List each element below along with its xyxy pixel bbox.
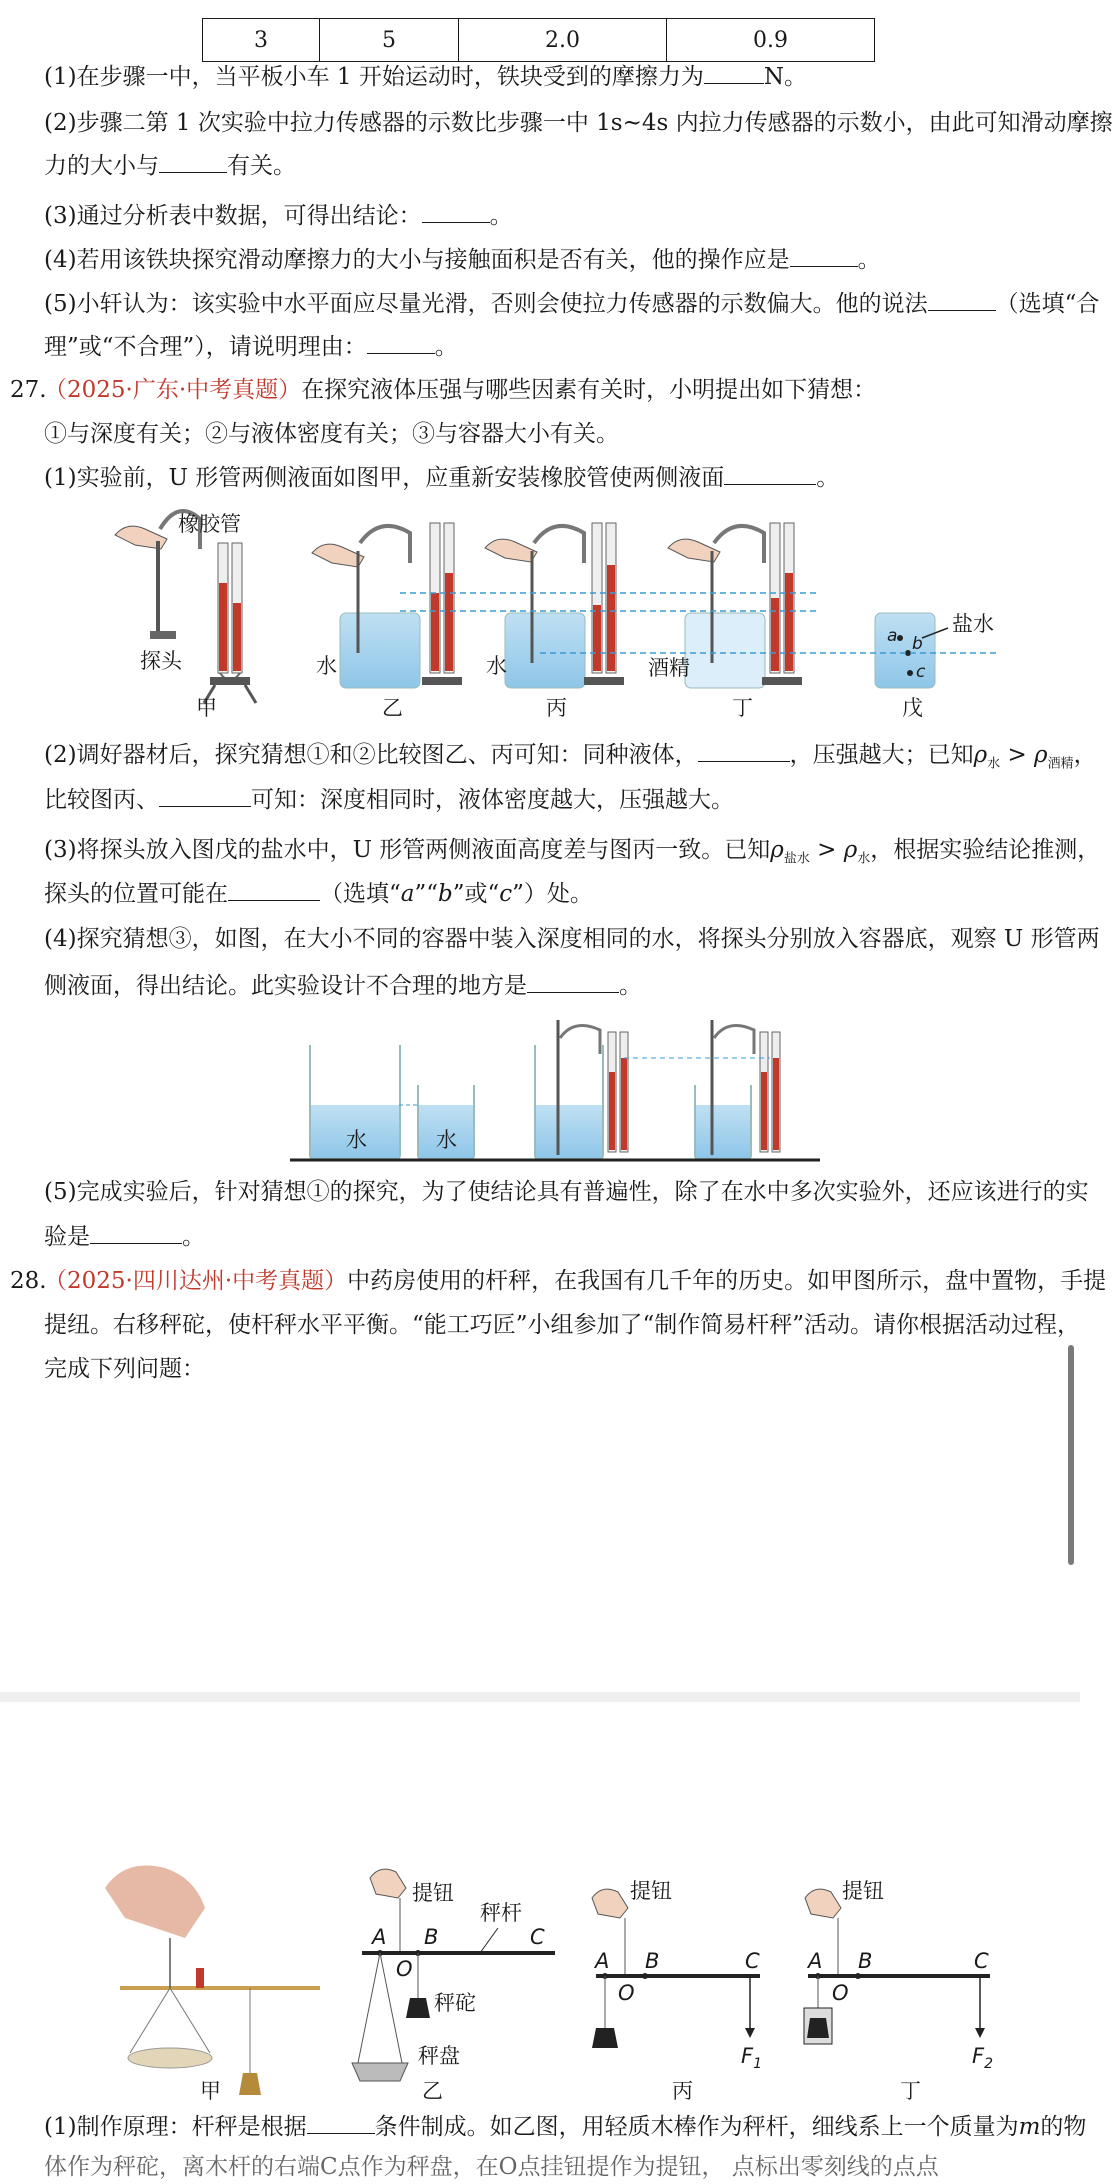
point-B: B (424, 1925, 439, 1949)
caption-yi: 乙 (422, 2079, 443, 2103)
force-F2: $F_2$ (972, 2044, 994, 2072)
answer-blank[interactable] (90, 1221, 182, 1244)
q28-part1-cut: 体作为秤砣，离木杆的右端C点作为秤盘，在O点挂钮提作为提钮， 点标出零刻线的点点 (44, 2154, 939, 2180)
answer-blank[interactable] (422, 200, 490, 223)
q27-part4: (4)探究猜想③，如图，在大小不同的容器中装入深度相同的水，将探头分别放入容器底，观察 U 形管两 (44, 926, 1100, 952)
table-cell: 0.9 (667, 19, 875, 62)
question-number: 27. (10, 377, 47, 403)
q26-part2: (2)步骤二第 1 次实验中拉力传感器的示数比步骤一中 1s~4s 内拉力传感器的示数小，由此可知滑动摩擦 (44, 110, 1113, 136)
q27-part4-cont: 侧液面，得出结论。此实验设计不合理的地方是 。 (44, 969, 1066, 1003)
page-divider (0, 1692, 1080, 1702)
q26-part5-cont: 理”或“不合理”），请说明理由： 。 (44, 330, 1066, 364)
point-C: C (974, 1949, 989, 1973)
label-weight: 秤砣 (434, 1991, 476, 2015)
question-number: 28. (10, 1268, 47, 1294)
q27-part2-cont: 比较图丙、 可知：深度相同时，液体密度越大，压强越大。 (44, 783, 1066, 817)
label-water: 水 (436, 1128, 457, 1152)
q27-part3-cont: 探头的位置可能在 （选填“a”“b”或“c”）处。 (44, 877, 1066, 911)
caption-wu: 戊 (902, 696, 923, 720)
manometer-figure (100, 503, 1020, 728)
point-O: O (832, 1981, 849, 2005)
caption-bing: 丙 (546, 696, 567, 720)
caption-yi: 乙 (382, 696, 403, 720)
apparatus-large (535, 1020, 628, 1159)
caption-bing: 丙 (672, 2079, 693, 2103)
answer-blank[interactable] (790, 244, 858, 267)
answer-blank[interactable] (228, 878, 320, 901)
point-c: c (916, 662, 926, 682)
answer-blank[interactable] (527, 970, 619, 993)
force-F1: $F_1$ (741, 2044, 763, 2072)
label-alcohol: 酒精 (648, 656, 690, 680)
answer-blank[interactable] (704, 61, 764, 84)
answer-blank[interactable] (698, 739, 790, 762)
table-cell: 3 (203, 19, 320, 62)
q26-part3: (3)通过分析表中数据，可得出结论： 。 (44, 199, 1066, 233)
answer-blank[interactable] (307, 2111, 375, 2134)
point-b: b (912, 634, 923, 654)
label-rubber-tube: 橡胶管 (178, 512, 241, 536)
q28-intro: （2025·四川达州·中考真题）中药房使用的杆秤，在我国有几千年的历史。如甲图所示，盘中置物，手提 (44, 1268, 1107, 1294)
label-knob: 提钮 (630, 1879, 672, 1903)
label-water: 水 (346, 1128, 367, 1152)
apparatus-small (695, 1020, 780, 1159)
apparatus-jia (115, 511, 256, 703)
question-source: （2025·四川达州·中考真题） (44, 1268, 348, 1294)
point-A: A (808, 1949, 823, 1973)
point-a: a (887, 626, 898, 646)
answer-blank[interactable] (724, 462, 816, 485)
steelyard-photo (105, 1866, 320, 2096)
steelyard-figure (100, 1858, 1020, 2103)
point-C: C (745, 1949, 760, 1973)
point-O: O (618, 1981, 635, 2005)
answer-blank[interactable] (159, 784, 251, 807)
label-water: 水 (316, 654, 337, 678)
q26-part1: (1)在步骤一中，当平板小车 1 开始运动时，铁块受到的摩擦力为 N。 (44, 60, 1066, 94)
q26-part2-cont: 力的大小与 有关。 (44, 149, 1066, 183)
table-row (203, 19, 875, 62)
data-table (202, 18, 875, 62)
point-A: A (372, 1925, 387, 1949)
q27-guesses: ①与深度有关；②与液体密度有关；③与容器大小有关。 (44, 421, 619, 447)
container-size-figure (290, 1010, 830, 1165)
answer-blank[interactable] (367, 331, 435, 354)
label-knob: 提钮 (412, 1881, 454, 1905)
q27-intro: （2025·广东·中考真题）在探究液体压强与哪些因素有关时，小明提出如下猜想： (44, 377, 877, 403)
label-brine: 盐水 (952, 612, 994, 636)
q27-part5-cont: 验是 。 (44, 1220, 1066, 1254)
answer-blank[interactable] (159, 150, 227, 173)
label-water: 水 (486, 654, 507, 678)
label-beam: 秤杆 (480, 1901, 522, 1925)
scrollbar-thumb[interactable] (1068, 1345, 1074, 1565)
table-cell: 2.0 (459, 19, 667, 62)
point-A: A (595, 1949, 610, 1973)
q26-part5: (5)小轩认为：该实验中水平面应尽量光滑，否则会使拉力传感器的示数偏大。他的说法 （选填“合 (44, 287, 1066, 321)
q26-part4: (4)若用该铁块探究滑动摩擦力的大小与接触面积是否有关，他的操作应是 。 (44, 243, 1066, 277)
label-probe: 探头 (140, 649, 182, 673)
answer-blank[interactable] (928, 288, 996, 311)
q28-intro-line3: 完成下列问题： (44, 1356, 205, 1382)
q27-part5: (5)完成实验后，针对猜想①的探究，为了使结论具有普遍性，除了在水中多次实验外，还应该进行的实 (44, 1179, 1089, 1205)
q27-part1: (1)实验前，U 形管两侧液面如图甲，应重新安装橡胶管使两侧液面 。 (44, 461, 1066, 495)
q28-intro-line2: 提纽。右移秤砣，使杆秤水平平衡。“能工巧匠”小组参加了“制作简易杆秤”活动。请你根据活动过程， (44, 1312, 1081, 1338)
caption-jia: 甲 (196, 696, 217, 720)
caption-ding: 丁 (732, 696, 753, 720)
question-source: （2025·广东·中考真题） (44, 377, 302, 403)
label-knob: 提钮 (842, 1879, 884, 1903)
q27-part3: (3)将探头放入图戊的盐水中，U 形管两侧液面高度差与图丙一致。已知$\rho_{盐水} > \rho_水$，根据实验结论推测， (44, 837, 1101, 867)
table-cell: 5 (320, 19, 459, 62)
point-B: B (858, 1949, 873, 1973)
caption-ding: 丁 (900, 2079, 921, 2103)
q27-part2: (2)调好器材后，探究猜想①和②比较图乙、丙可知：同种液体， ，压强越大；已知$\rho_水 > \rho_{酒精}$， (44, 738, 1066, 782)
steelyard-ding (804, 1889, 990, 2044)
steelyard-bing (592, 1889, 760, 2048)
label-pan: 秤盘 (418, 2044, 460, 2068)
point-O: O (396, 1957, 413, 1981)
point-B: B (645, 1949, 660, 1973)
point-C: C (530, 1925, 545, 1949)
caption-jia: 甲 (200, 2079, 221, 2103)
q28-part1: (1)制作原理：杆秤是根据 条件制成。如乙图，用轻质木棒作为秤杆，细线系上一个质量为m的物 (44, 2110, 1066, 2144)
